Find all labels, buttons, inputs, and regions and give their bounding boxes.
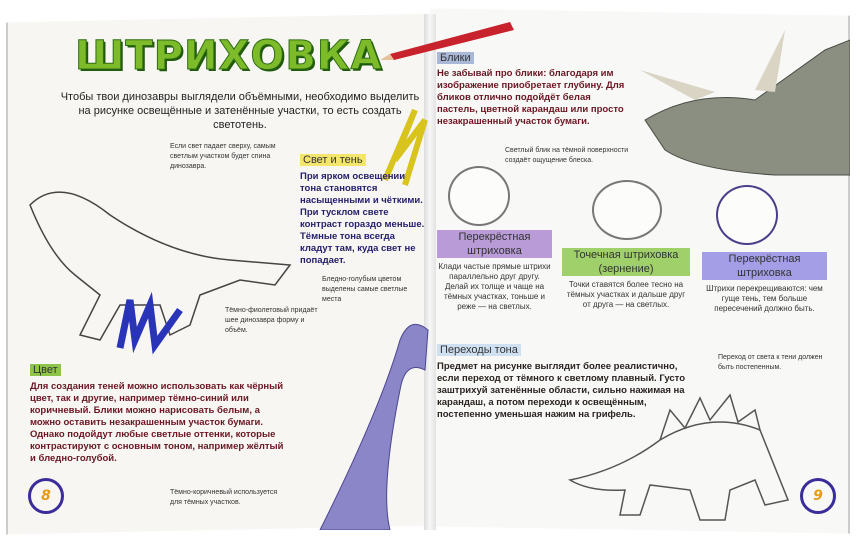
note-gloss: Светлый блик на тёмной поверхности создаёт ощущение блеска. — [505, 147, 629, 164]
page-number-left: 8 — [28, 478, 64, 514]
hatching-sample-parallel — [448, 166, 510, 226]
tone-transitions-heading: Переходы тона — [437, 344, 521, 356]
light-shadow-section — [300, 150, 425, 267]
hatching-sample-crosshatch — [716, 185, 778, 245]
technique-1 — [437, 230, 552, 312]
technique-1-heading: Перекрёстная штриховка — [437, 230, 552, 258]
intro-text: Чтобы твои динозавры выглядели объёмными, необходимо выделить на рисунке освещённые и затенённые участки, то есть создать светотень. — [60, 91, 420, 131]
note-pale-blue: Бледно-голубым цветом выделены самые светлые места — [322, 276, 408, 303]
color-section — [30, 360, 285, 465]
technique-3 — [702, 252, 827, 314]
light-shadow-heading: Свет и тень — [300, 154, 366, 166]
highlights-heading: Блики — [437, 52, 474, 64]
technique-1-text: Клади частые прямые штрихи параллельно друг другу. Делай их толще и чаще на тёмных участках, тоньше и реже — на светлых. — [438, 262, 551, 311]
color-text: Для создания теней можно использовать как чёрный цвет, так и другие, например тёмно-синий или коричневый. Блики можно нарисовать белым, а можно оставить незакрашенным участок бумаги. Однако подойдут любые светлые оттенки, которые контрастируют с основным тоном, например жёлтый и бледно-голубой. — [30, 381, 284, 464]
highlights-text: Не забывай про блики: благодаря им изображение приобретает глубину. Для бликов отлично подойдёт белая пастель, цветной карандаш или просто незакрашенный участок бумаги. — [437, 68, 625, 127]
technique-3-text: Штрихи перекрещиваются: чем гуще тень, тем больше пересечений должно быть. — [706, 284, 823, 313]
blue-scribble — [110, 290, 190, 355]
technique-3-heading: Перекрёстная штриховка — [702, 252, 827, 280]
triceratops-illustration — [635, 30, 850, 180]
technique-2-text: Точки ставятся более тесно на тёмных участках и дальше друг от друга — на светлых. — [566, 280, 686, 309]
technique-2 — [562, 248, 690, 310]
highlights-section — [437, 48, 627, 128]
note-dark-brown: Тёмно-коричневый используется для тёмных участков. — [170, 489, 278, 506]
note-light-top: Если свет падает сверху, самым светлым участком будет спина динозавра. — [170, 143, 276, 170]
page-title: ШТРИХОВКА — [75, 33, 383, 79]
note-gradual: Переход от света к тени должен быть постепенным. — [718, 354, 823, 371]
tone-transitions-text: Предмет на рисунке выглядит более реалистично, если переход от тёмного к светлому плавный. Густо заштрихуй затенённые области, сильно нажимая на карандаш, а потом переходи к освещённым, постепенно уменьшая нажим на грифель. — [437, 361, 686, 420]
dinosaur-brachiosaurus — [290, 310, 430, 530]
hatching-sample-stipple — [592, 180, 662, 240]
light-shadow-text: При ярком освещении тона становятся насыщенными и чёткими. При тусклом свете контраст гораздо меньше. Тёмные тона всегда кладут там, куда свет не попадает. — [300, 171, 425, 266]
note-dark-violet: Тёмно-фиолетовый придаёт шее динозавра форму и объём. — [225, 307, 318, 334]
page-number-right: 9 — [800, 478, 836, 514]
color-heading: Цвет — [30, 364, 61, 376]
technique-2-heading: Точечная штриховка (зернение) — [562, 248, 690, 276]
stegosaurus-sketch — [560, 380, 795, 525]
